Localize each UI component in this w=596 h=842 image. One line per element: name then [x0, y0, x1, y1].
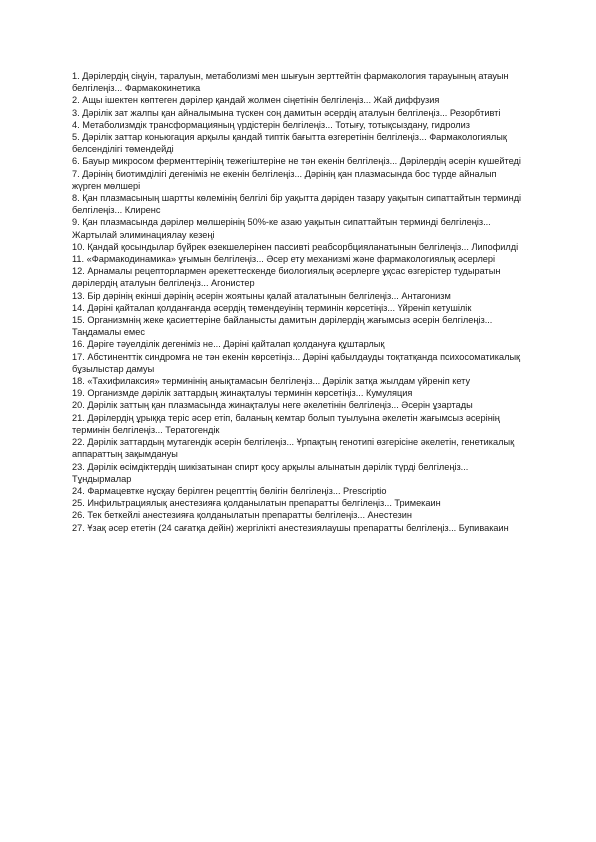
list-item: 5. Дәрілік заттар коньюгация арқылы қандай типтік бағытта өзгеретінін белгілеңіз... Фармакологиялық белсенділігі төмендейді [72, 132, 507, 155]
list-item: 8. Қан плазмасының шартты көлемінің белгілі бір уақытта дәріден тазару уақытын сипаттайтын терминді белгілеңіз... Клиренс [72, 193, 522, 216]
list-item: 10. Қандай қосындылар бүйрек өзекшелерінен пассивті реабсорбцияланатынын белгілеңіз... Липофилді [72, 241, 519, 252]
list-item: 7. Дәрінің биотимділігі дегеніміз не екенін белгілеңіз... Дәрінің қан плазмасында бос түрде айналып жүрген мөлшері [72, 168, 497, 191]
list-item: 20. Дәрілік заттың қан плазмасында жинақталуы неге әкелетінін белгілеңіз... Әсерін ұзартады [72, 400, 473, 411]
list-item: 15. Организмнің жеке қасиеттеріне байланысты дамитын дәрілердің жағымсыз әсерін белгілеңіз... Таңдамалы емес [72, 315, 493, 338]
list-item: 18. «Тахифилаксия» терминінің анықтамасын белгілеңіз... Дәрілік затқа жылдам үйреніп кету [72, 376, 471, 387]
list-item: 6. Бауыр микросом ферменттерінің тежегіштеріне не тән екенін белгілеңіз... Дәрілердің әсерін күшейтеді [72, 156, 521, 167]
list-item: 4. Метаболизмдік трансформацияның үрдістерін белгілеңіз... Тотығу, тотықсыздану, гидролиз [72, 119, 471, 130]
list-item: 2. Ащы ішектен көптеген дәрілер қандай жолмен сіңетінін белгілеңіз... Жай диффузия [72, 95, 440, 106]
list-item: 22. Дәрілік заттардың мутагендік әсерін белгілеңіз... Ұрпақтың генотипі өзгерісіне әкелетін, генетикалық аппараттың зақымдануы [72, 437, 515, 460]
list-item: 24. Фармацевтке нұсқау берілген рецепттің бөлігін белгілеңіз... Prescriptio [72, 485, 387, 496]
list-item: 3. Дәрілік зат жалпы қан айналымына түскен соң дамитын әсердің аталуын белгілеңіз... Резорбтивті [72, 107, 501, 118]
list-item: 9. Қан плазмасында дәрілер мөлшерінің 50%-ке азаю уақытын сипаттайтын терминді белгілеңіз... Жартылай элиминациялау кезеңі [72, 217, 491, 240]
list-item: 25. Инфильтрациялық анестезияға қолданылатын препаратты белгілеңіз... Тримекаин [72, 498, 441, 509]
list-item: 13. Бір дәрінің екінші дәрінің әсерін жоятыны қалай аталатынын белгілеңіз... Антагонизм [72, 290, 451, 301]
list-item: 23. Дәрілік өсімдіктердің шикізатынан спирт қосу арқылы алынатын дәрілік түрді белгілеңіз... Тұндырмалар [72, 461, 469, 484]
list-item: 27. Ұзақ әсер ететін (24 сағатқа дейін) жергілікті анестезиялаушы препаратты белгілеңіз... Бупивакаин [72, 522, 509, 533]
list-item: 26. Тек беткейлі анестезияға қолданылатын препаратты белгілеңіз... Анестезин [72, 510, 412, 521]
list-item: 19. Организмде дәрілік заттардың жинақталуы терминін көрсетіңіз... Кумуляция [72, 388, 413, 399]
question-list [72, 70, 527, 534]
list-item: 12. Арнамалы рецепторлармен әрекеттескенде биологиялық әсерлерге ұқсас өзгерістер тудыратын дәрілердің аталуын белгілеңіз... Агонистер [72, 266, 501, 289]
list-item: 21. Дәрілердің ұрыққа теріс әсер етіп, баланың кемтар болып туылуына әкелетін жағымсыз әсерінің терминін белгілеңіз... Тератогендік [72, 412, 500, 435]
list-item: 17. Абстиненттік синдромға не тән екенін көрсетіңіз... Дәріні қабылдауды тоқтатқанда психосоматикалық бұзылыстар дамуы [72, 351, 521, 374]
list-item: 14. Дәріні қайталап қолданғанда әсердің төмендеуінің терминін көрсетіңіз... Үйреніп кетушілік [72, 302, 472, 313]
list-item: 1. Дәрілердің сіңуін, таралуын, метаболизмі мен шығуын зерттейтін фармакология тарауының атауын белгілеңіз... Фармакокинетика [72, 71, 509, 94]
list-item: 11. «Фармакодинамика» ұғымын белгілеңіз... Әсер ету механизмі және фармакологиялық әсерлері [72, 254, 496, 265]
list-item: 16. Дәріге тәуелділік дегеніміз не... Дәріні қайталап қолдануға құштарлық [72, 339, 385, 350]
